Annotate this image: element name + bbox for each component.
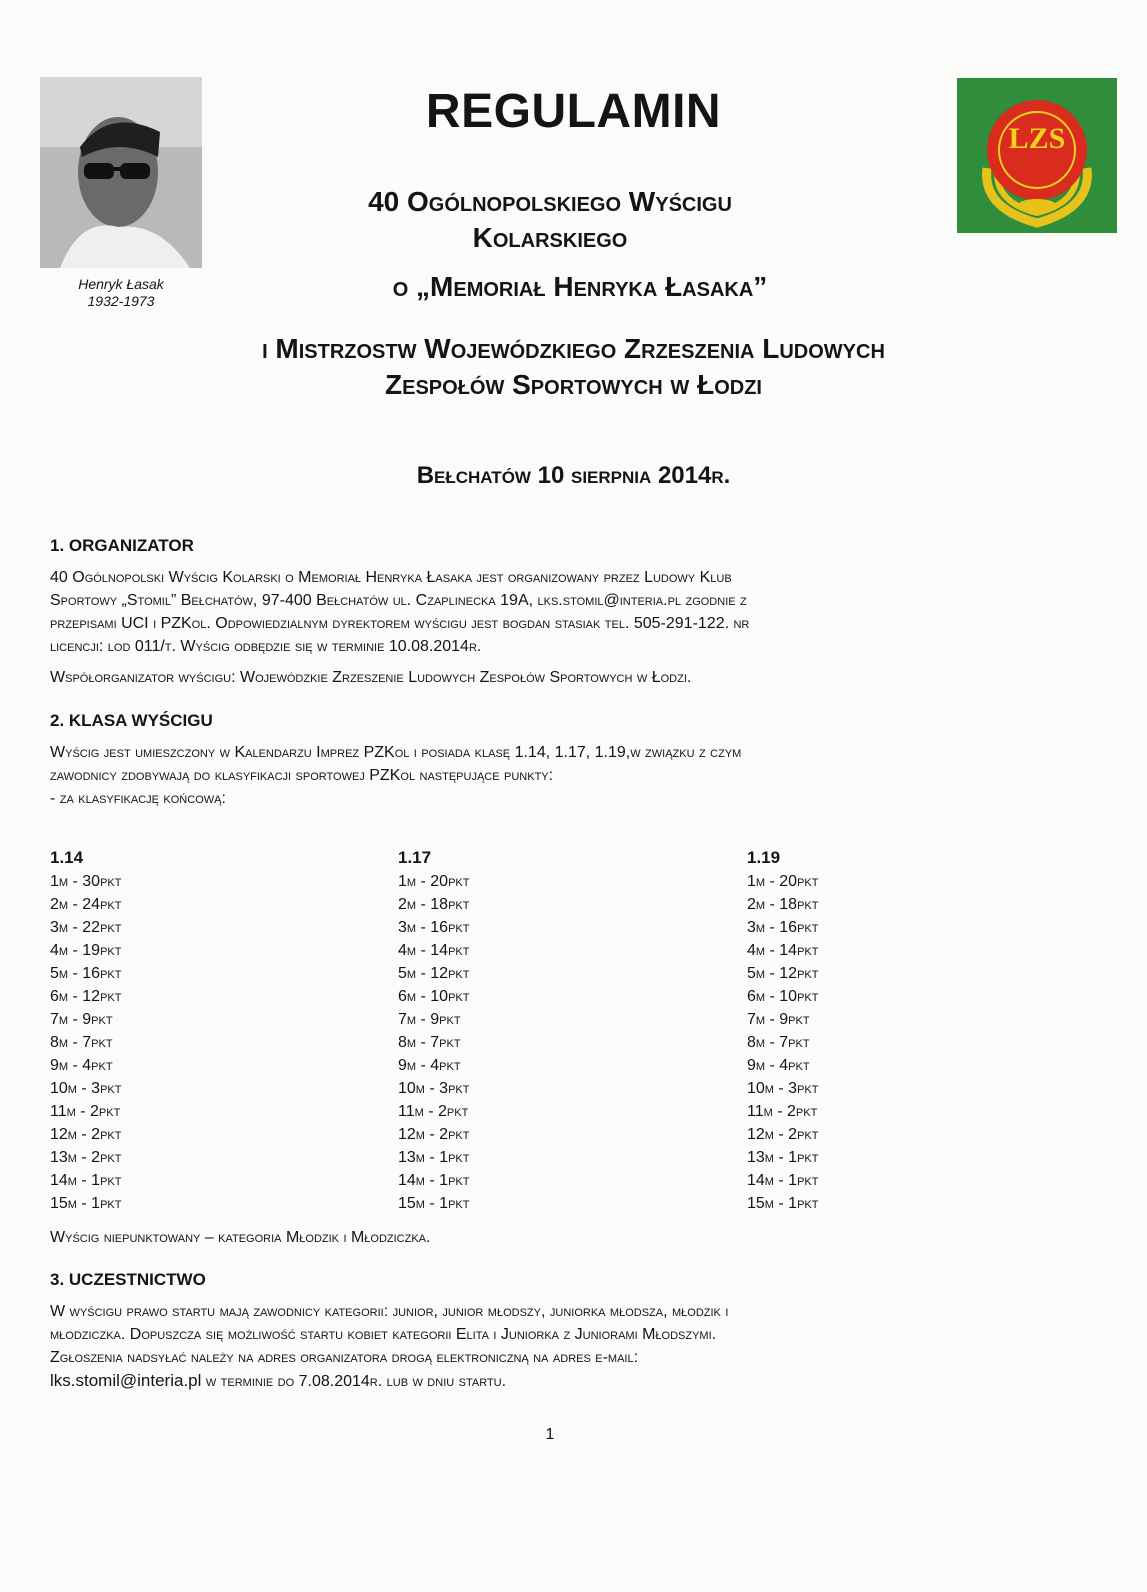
points-row: 6m - 10pkt bbox=[398, 988, 470, 1005]
participation-line: młodziczka. Dopuszcza się możliwość startu kobiet kategorii Elita i Juniorka z Juniorami Młodszymi. bbox=[50, 1326, 717, 1343]
points-row: 1m - 30pkt bbox=[50, 873, 122, 890]
subtitle-line2: Kolarskiego bbox=[472, 222, 628, 253]
points-row: 2m - 18pkt bbox=[398, 896, 470, 913]
points-row: 13m - 1pkt bbox=[747, 1149, 819, 1166]
race-class-line: - za klasyfikację końcową: bbox=[50, 790, 226, 807]
points-row: 5m - 12pkt bbox=[747, 965, 819, 982]
points-row: 3m - 16pkt bbox=[398, 919, 470, 936]
photo-caption-years: 1932-1973 bbox=[87, 293, 155, 309]
logo-text: LZS bbox=[1008, 122, 1066, 155]
points-row: 4m - 14pkt bbox=[398, 942, 470, 959]
organizer-line: licencji: lod 011/t. Wyścig odbędzie się w terminie 10.08.2014r. bbox=[50, 638, 482, 655]
subtitle-line4: i Mistrzostw Wojewódzkiego Zrzeszenia Ludowych bbox=[262, 333, 885, 364]
points-row: 10m - 3pkt bbox=[398, 1080, 470, 1097]
section-heading-organizer: 1. ORGANIZATOR bbox=[50, 536, 194, 555]
section-heading-race-class: 2. KLASA WYŚCIGU bbox=[50, 711, 213, 730]
participation-deadline: w terminie do 7.08.2014r. lub w dniu startu. bbox=[201, 1373, 507, 1390]
participation-line bbox=[50, 1369, 1060, 1393]
points-row: 14m - 1pkt bbox=[747, 1172, 819, 1189]
page-title: REGULAMIN bbox=[425, 85, 722, 138]
points-row: 12m - 2pkt bbox=[50, 1126, 122, 1143]
points-row: 6m - 10pkt bbox=[747, 988, 819, 1005]
race-class-line: Wyścig jest umieszczony w Kalendarzu Imprez PZKol i posiada klasę 1.14, 1.17, 1.19,w związku z czym bbox=[50, 744, 742, 761]
subtitle-line5: Zespołów Sportowych w Łodzi bbox=[385, 369, 762, 400]
organizer-line: przepisami UCI i PZKol. Odpowiedzialnym dyrektorem wyścigu jest bogdan stasiak tel. 505-291-122. nr bbox=[50, 615, 750, 632]
participation-line: Zgłoszenia nadsyłać należy na adres organizatora drogą elektroniczną na adres e-mail: bbox=[50, 1349, 639, 1366]
points-row: 10m - 3pkt bbox=[747, 1080, 819, 1097]
points-row: 2m - 18pkt bbox=[747, 896, 819, 913]
points-row: 4m - 19pkt bbox=[50, 942, 122, 959]
points-row: 1m - 20pkt bbox=[398, 873, 470, 890]
points-row: 4m - 14pkt bbox=[747, 942, 819, 959]
points-row: 12m - 2pkt bbox=[747, 1126, 819, 1143]
points-row: 9m - 4pkt bbox=[747, 1057, 810, 1074]
points-row: 12m - 2pkt bbox=[398, 1126, 470, 1143]
points-row: 7m - 9pkt bbox=[398, 1011, 461, 1028]
points-row: 14m - 1pkt bbox=[398, 1172, 470, 1189]
points-column-header: 1.19 bbox=[747, 848, 781, 867]
points-row: 9m - 4pkt bbox=[398, 1057, 461, 1074]
points-row: 5m - 12pkt bbox=[398, 965, 470, 982]
points-row: 15m - 1pkt bbox=[747, 1195, 819, 1212]
page-number: 1 bbox=[545, 1426, 555, 1443]
points-row: 11m - 2pkt bbox=[50, 1103, 121, 1120]
points-row: 3m - 22pkt bbox=[50, 919, 122, 936]
subtitle-line3: o „Memoriał Henryka Łasaka” bbox=[392, 271, 768, 302]
organizer-line: Sportowy „Stomil” Bełchatów, 97-400 Bełchatów ul. Czaplinecka 19A, lks.stomil@interia.pl zgodnie z bbox=[50, 592, 747, 609]
race-class-line: zawodnicy zdobywają do klasyfikacji sportowej PZKol następujące punkty: bbox=[50, 767, 554, 784]
points-row: 9m - 4pkt bbox=[50, 1057, 113, 1074]
points-column-header: 1.14 bbox=[50, 848, 84, 867]
points-row: 3m - 16pkt bbox=[747, 919, 819, 936]
event-date: Bełchatów 10 sierpnia 2014r. bbox=[416, 462, 731, 489]
organizer-paragraph bbox=[50, 566, 1060, 658]
points-row: 6m - 12pkt bbox=[50, 988, 122, 1005]
points-row: 1m - 20pkt bbox=[747, 873, 819, 890]
non-scoring-note: Wyścig niepunktowany – kategoria Młodzik i Młodziczka. bbox=[50, 1229, 431, 1246]
participation-paragraph bbox=[50, 1300, 1060, 1393]
points-row: 8m - 7pkt bbox=[747, 1034, 810, 1051]
points-row: 15m - 1pkt bbox=[398, 1195, 470, 1212]
photo-caption bbox=[40, 276, 202, 310]
section-heading-participation: 3. UCZESTNICTWO bbox=[50, 1270, 206, 1289]
race-class-paragraph bbox=[50, 741, 1060, 810]
organizer-line: 40 Ogólnopolski Wyścig Kolarski o Memoriał Henryka Łasaka jest organizowany przez Ludowy Klub bbox=[50, 569, 732, 586]
co-organizer-paragraph: Współorganizator wyścigu: Wojewódzkie Zrzeszenie Ludowych Zespołów Sportowych w Łodzi. bbox=[50, 669, 692, 686]
points-column bbox=[747, 846, 1007, 1215]
photo-caption-name: Henryk Łasak bbox=[78, 276, 164, 292]
points-row: 7m - 9pkt bbox=[747, 1011, 810, 1028]
subtitle-line1: 40 Ogólnopolskiego Wyścigu bbox=[368, 186, 732, 217]
points-row: 11m - 2pkt bbox=[398, 1103, 469, 1120]
points-column-header: 1.17 bbox=[398, 848, 432, 867]
points-row: 11m - 2pkt bbox=[747, 1103, 818, 1120]
participation-line: W wyścigu prawo startu mają zawodnicy kategorii: junior, junior młodszy, juniorka młodsza, młodzik i bbox=[50, 1303, 729, 1320]
points-column bbox=[50, 846, 310, 1215]
points-row: 13m - 2pkt bbox=[50, 1149, 122, 1166]
points-row: 7m - 9pkt bbox=[50, 1011, 113, 1028]
points-row: 13m - 1pkt bbox=[398, 1149, 470, 1166]
points-row: 8m - 7pkt bbox=[50, 1034, 113, 1051]
points-column bbox=[398, 846, 658, 1215]
points-row: 8m - 7pkt bbox=[398, 1034, 461, 1051]
points-row: 14m - 1pkt bbox=[50, 1172, 122, 1189]
points-row: 2m - 24pkt bbox=[50, 896, 122, 913]
points-row: 15m - 1pkt bbox=[50, 1195, 122, 1212]
organizer-email-link[interactable]: lks.stomil@interia.pl bbox=[50, 1371, 202, 1390]
points-row: 10m - 3pkt bbox=[50, 1080, 122, 1097]
points-row: 5m - 16pkt bbox=[50, 965, 122, 982]
